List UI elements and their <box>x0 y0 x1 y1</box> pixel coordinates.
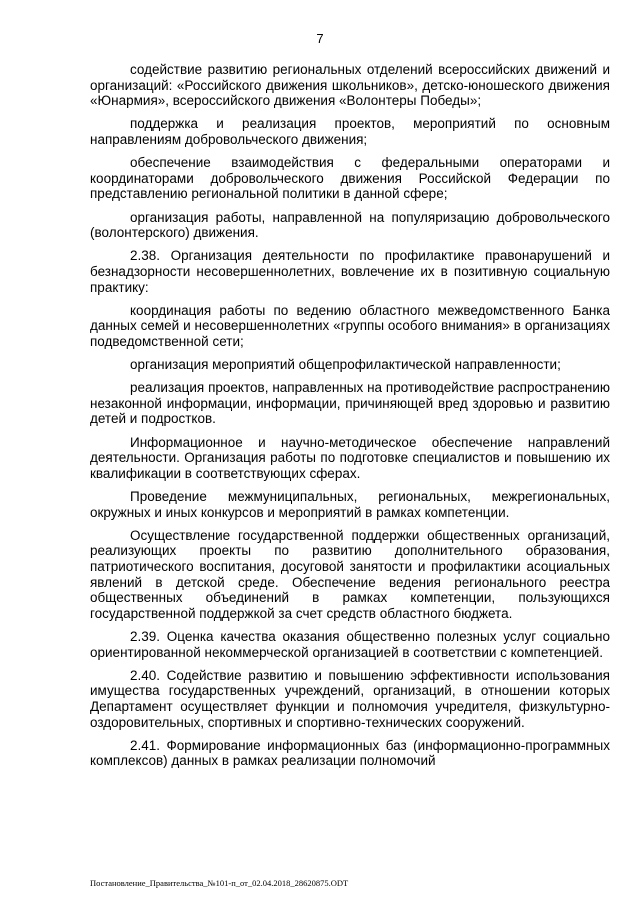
paragraph: координация работы по ведению областного межведомственного Банка данных семей и несовершеннолетних «группы особого внимания» в организациях подведомственной сети; <box>90 302 610 349</box>
document-body <box>90 62 610 769</box>
page-number: 7 <box>316 31 324 46</box>
document-footer-filename: Постановление_Правительства_№101-п_от_02.04.2018_28620875.ODT <box>90 878 349 888</box>
paragraph: 2.41. Формирование информационных баз (информационно-программных комплексов) данных в рамках реализации полномочий <box>90 737 610 769</box>
paragraph: обеспечение взаимодействия с федеральными операторами и координаторами добровольческого движения Российской Федерации по представлению региональной политики в данной сфере; <box>90 155 610 202</box>
paragraph: Осуществление государственной поддержки общественных организаций, реализующих проекты по развитию дополнительного образования, патриотического воспитания, досуговой занятости и профилактики асоциальных явлений в детской среде. Обеспечение ведения регионального реестра общественных объединений в рамках компетенции, пользующихся государственной поддержкой за счет средств областного бюджета. <box>90 527 610 621</box>
paragraph: содействие развитию региональных отделений всероссийских движений и организаций: «Российского движения школьников», детско-юношеского движения «Юнармия», всероссийского движения «Волонтеры Победы»; <box>90 62 610 109</box>
paragraph: организация мероприятий общепрофилактической направленности; <box>130 357 561 373</box>
paragraph: реализация проектов, направленных на противодействие распространению незаконной информации, информации, причиняющей вред здоровью и развитию детей и подростков. <box>90 380 610 427</box>
paragraph: поддержка и реализация проектов, мероприятий по основным направлениям добровольческого движения; <box>90 116 610 147</box>
paragraph: Проведение межмуниципальных, региональных, межрегиональных, окружных и иных конкурсов и мероприятий в рамках компетенции. <box>90 489 610 520</box>
paragraph: Информационное и научно-методическое обеспечение направлений деятельности. Организация работы по подготовке специалистов и повышению их квалификации в соответствующих сферах. <box>90 434 610 481</box>
paragraph: организация работы, направленной на популяризацию добровольческого (волонтерского) движения. <box>90 209 610 241</box>
paragraph: 2.39. Оценка качества оказания общественно полезных услуг социально ориентированной некоммерческой организацией в соответствии с компетенцией. <box>90 628 610 660</box>
paragraph: 2.40. Содействие развитию и повышению эффективности использования имущества государственных учреждений, организаций, в отношении которых Департамент осуществляет функции и полномочия учредителя, физкультурно-оздоровительных, спортивных и спортивно-технических сооружений. <box>90 667 610 730</box>
paragraph: 2.38. Организация деятельности по профилактике правонарушений и безнадзорности несовершеннолетних, вовлечение их в позитивную социальную практику: <box>90 248 610 295</box>
